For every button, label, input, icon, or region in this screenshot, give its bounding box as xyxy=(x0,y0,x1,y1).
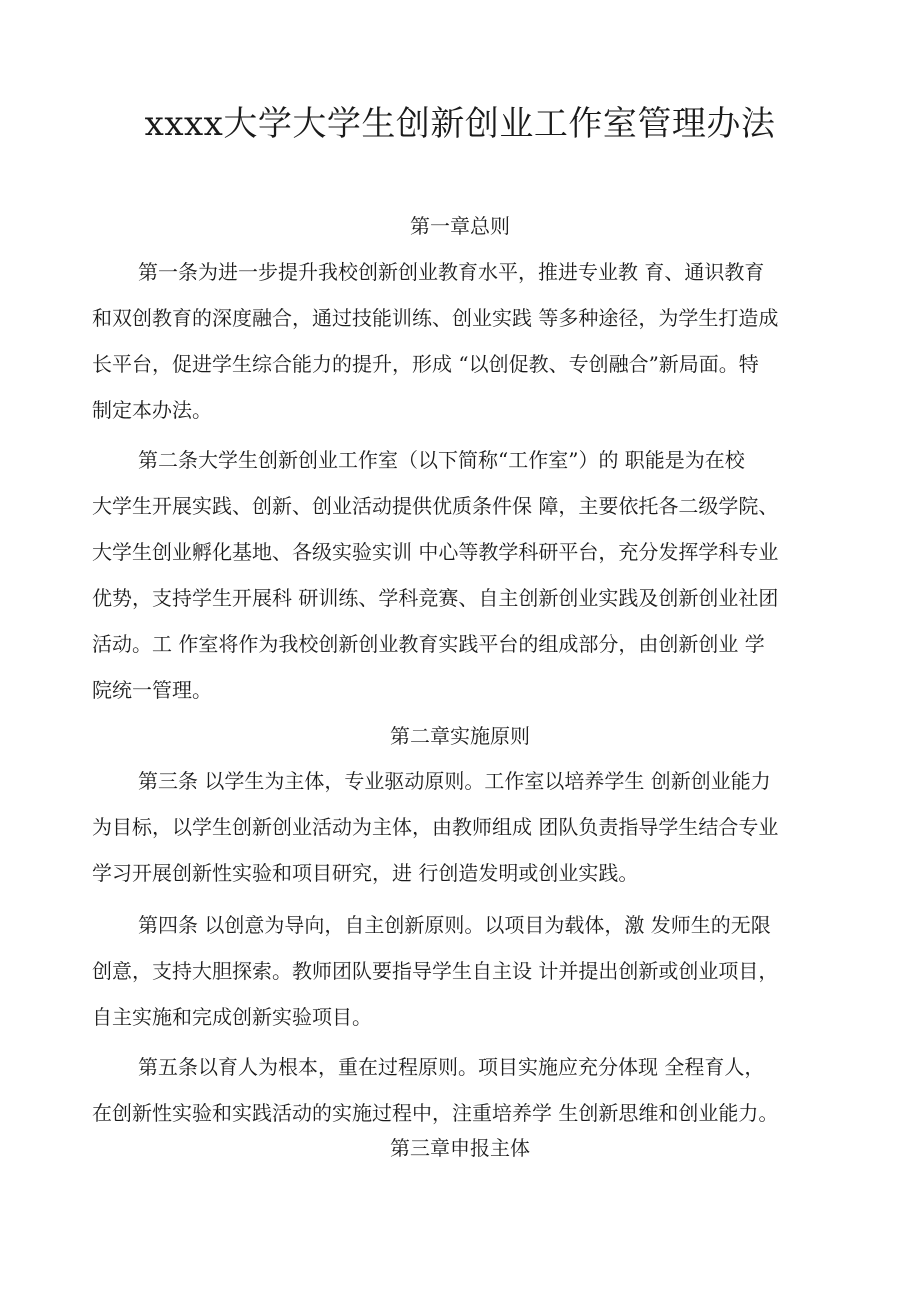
paragraph-line: 制定本办法。 xyxy=(92,398,212,422)
paragraph-line: 第五条以育人为根本，重在过程原则。项目实施应充分体现 全程育人， xyxy=(138,1055,765,1079)
paragraph-line: 优势，支持学生开展科 研训练、学科竞赛、自主创新创业实践及创新创业社团 xyxy=(92,586,779,610)
paragraph-line: 活动。工 作室将作为我校创新创业教育实践平台的组成部分，由创新创业 学 xyxy=(92,632,765,656)
article-4-paragraph xyxy=(92,902,852,1040)
document-title: xxxx大学大学生创新创业工作室管理办法 xyxy=(144,104,776,144)
paragraph-line: 为目标，以学生创新创业活动为主体，由教师组成 团队负责指导学生结合专业 xyxy=(92,815,779,839)
paragraph-line: 和双创教育的深度融合，通过技能训练、创业实践 等多种途径，为学生打造成 xyxy=(92,306,779,330)
chapter-heading-1: 第一章总则 xyxy=(410,214,510,238)
paragraph-line: 第二条大学生创新创业工作室（以下简称“工作室”）的 职能是为在校 xyxy=(138,448,745,472)
paragraph-line: 自主实施和完成创新实验项目。 xyxy=(92,1005,372,1029)
article-1-paragraph xyxy=(92,249,852,433)
paragraph-line: 创意，支持大胆探索。教师团队要指导学生自主设 计并提出创新或创业项目， xyxy=(92,959,779,983)
paragraph-line: 院统一管理。 xyxy=(92,678,212,702)
paragraph-line: 第三条 以学生为主体，专业驱动原则。工作室以培养学生 创新创业能力 xyxy=(138,769,771,793)
article-2-paragraph xyxy=(92,437,852,713)
paragraph-line: 大学生开展实践、创新、创业活动提供优质条件保 障，主要依托各二级学院、 xyxy=(92,494,779,518)
paragraph-line: 大学生创业孵化基地、各级实验实训 中心等教学科研平台，充分发挥学科专业 xyxy=(92,540,779,564)
chapter-heading-2: 第二章实施原则 xyxy=(390,724,530,748)
paragraph-line: 第四条 以创意为导向，自主创新原则。以项目为载体，激 发师生的无限 xyxy=(138,913,771,937)
paragraph-line: 长平台，促进学生综合能力的提升，形成 “以创促教、专创融合”新局面。特 xyxy=(92,352,759,376)
article-5-paragraph xyxy=(92,1044,852,1136)
paragraph-line: 第一条为进一步提升我校创新创业教育水平，推进专业教 育、通识教育 xyxy=(138,260,765,284)
paragraph-line: 在创新性实验和实践活动的实施过程中，注重培养学 生创新思维和创业能力。 xyxy=(92,1101,779,1125)
article-3-paragraph xyxy=(92,758,852,896)
chapter-heading-3: 第三章申报主体 xyxy=(390,1136,530,1160)
paragraph-line: 学习开展创新性实验和项目研究，进 行创造发明或创业实践。 xyxy=(92,861,639,885)
